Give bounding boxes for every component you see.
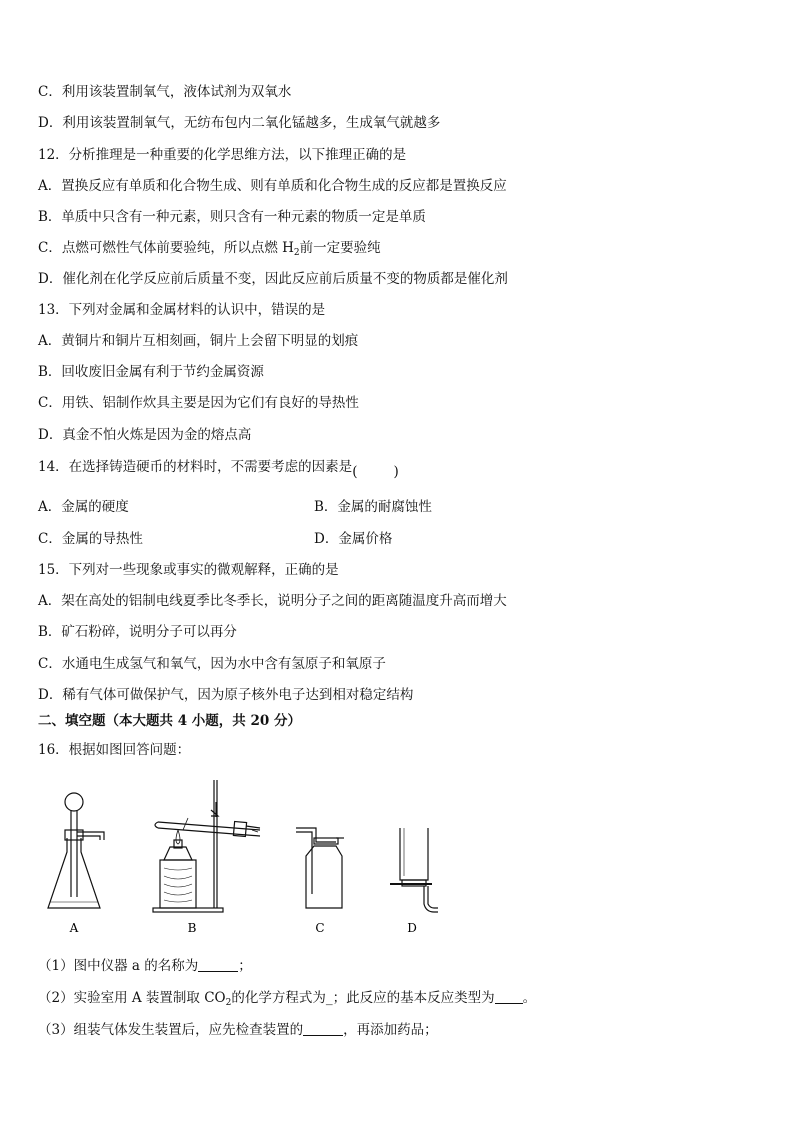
q14-stem-line bbox=[38, 458, 399, 480]
q15-option-d: D．稀有气体可做保护气，因为原子核外电子达到相对稳定结构 bbox=[38, 687, 414, 703]
apparatus-c-gas-bottle bbox=[296, 828, 344, 908]
apparatus-b-heating-setup bbox=[153, 780, 260, 912]
apparatus-label-b: B bbox=[187, 921, 197, 935]
q12-option-b: B．单质中只含有一种元素，则只含有一种元素的物质一定是单质 bbox=[38, 209, 426, 225]
apparatus-a-flask bbox=[48, 793, 104, 908]
q12-option-a: A．置换反应有单质和化合物生成、则有单质和化合物生成的反应都是置换反应 bbox=[38, 178, 507, 194]
q15-stem: 15．下列对一些现象或事实的微观解释，正确的是 bbox=[38, 562, 339, 578]
answer-blank[interactable] bbox=[198, 958, 238, 972]
q12-option-c-subscript: 2 bbox=[293, 248, 300, 258]
q12-option-d: D．催化剂在化学反应前后质量不变，因此反应前后质量不变的物质都是催化剂 bbox=[38, 271, 508, 287]
q15-option-c: C．水通电生成氢气和氧气，因为水中含有氢原子和氧原子 bbox=[38, 656, 386, 672]
q15-option-b: B．矿石粉碎，说明分子可以再分 bbox=[38, 624, 237, 640]
apparatus-d-inverted-bottle bbox=[390, 828, 438, 912]
q13-stem: 13．下列对金属和金属材料的认识中，错误的是 bbox=[38, 302, 326, 318]
q13-option-d: D．真金不怕火炼是因为金的熔点高 bbox=[38, 427, 252, 443]
answer-blank[interactable] bbox=[495, 990, 523, 1004]
q13-option-b: B．回收废旧金属有利于节约金属资源 bbox=[38, 364, 264, 380]
q13-option-a: A．黄铜片和铜片互相刻画，铜片上会留下明显的划痕 bbox=[38, 333, 359, 349]
q14-stem: 14．在选择铸造硬币的材料时，不需要考虑的因素是 bbox=[38, 459, 353, 475]
q16-stem: 16．根据如图回答问题： bbox=[38, 742, 191, 758]
q16-subquestion-2: （2）实验室用 A 装置制取 $CO_2$的化学方程式为_；此反应的基本反应类型为 。 bbox=[38, 990, 537, 1008]
q14-option-a: A．金属的硬度 bbox=[38, 499, 129, 515]
q16-subquestion-3: （3）组装气体发生装置后，应先检查装置的 ，再添加药品； bbox=[38, 1022, 438, 1038]
apparatus-label-d: D bbox=[407, 921, 417, 935]
q12-option-c bbox=[38, 239, 381, 257]
q14-option-d: D．金属价格 bbox=[314, 531, 393, 547]
apparatus-label-a: A bbox=[69, 921, 79, 935]
apparatus-label-c: C bbox=[315, 921, 325, 935]
q12-stem: 12．分析推理是一种重要的化学思维方法，以下推理正确的是 bbox=[38, 147, 407, 163]
lab-apparatus-figure bbox=[38, 772, 458, 942]
q13-option-c: C．用铁、铝制作炊具主要是因为它们有良好的导热性 bbox=[38, 395, 359, 411]
q14-answer-paren: ( ) bbox=[352, 464, 399, 480]
q14-option-c: C．金属的导热性 bbox=[38, 531, 143, 547]
section-2-heading: 二、填空题（本大题共 4 小题，共 20 分） bbox=[38, 713, 301, 729]
q16-subquestion-1: （1）图中仪器 a 的名称为 ； bbox=[38, 958, 252, 974]
answer-blank[interactable] bbox=[303, 1022, 343, 1036]
q11-option-d: D．利用该装置制氧气，无纺布包内二氧化锰越多，生成氧气就越多 bbox=[38, 115, 441, 131]
q15-option-a: A．架在高处的铝制电线夏季比冬季长，说明分子之间的距离随温度升高而增大 bbox=[38, 593, 507, 609]
q12-option-c-post: 前一定要验纯 bbox=[299, 240, 381, 256]
q14-option-b: B．金属的耐腐蚀性 bbox=[314, 499, 432, 515]
q12-option-c-pre: C．点燃可燃性气体前要验纯，所以点燃 H bbox=[38, 240, 294, 256]
q11-option-c: C．利用该装置制氧气，液体试剂为双氧水 bbox=[38, 84, 292, 100]
